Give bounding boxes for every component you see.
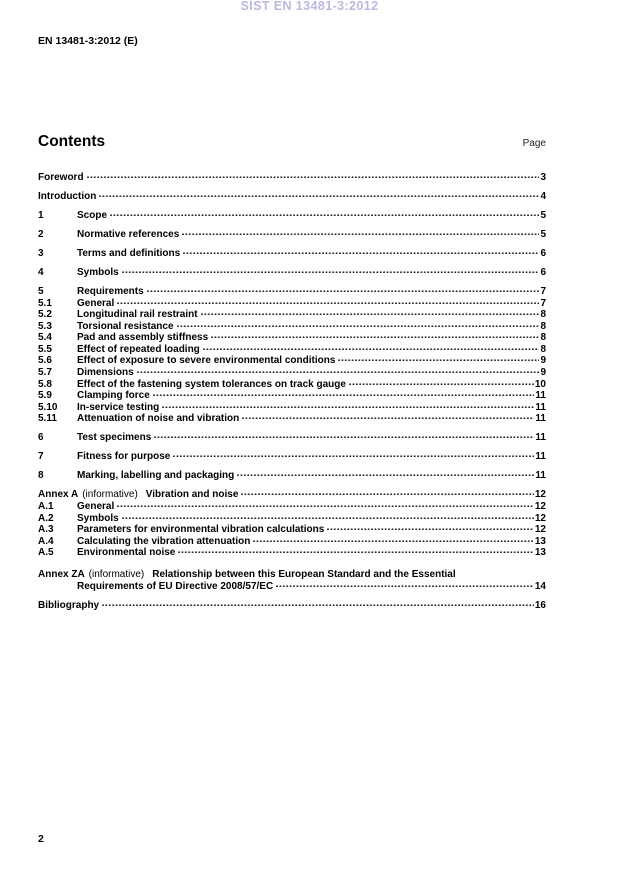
toc-entry-title: Torsional resistance bbox=[77, 320, 174, 332]
toc-entry-number: A.5 bbox=[38, 547, 54, 559]
toc-entry-page: 13 bbox=[534, 547, 546, 559]
dot-leader bbox=[253, 536, 534, 544]
document-reference: EN 13481-3:2012 (E) bbox=[38, 35, 138, 47]
toc-entry-line bbox=[38, 432, 546, 444]
toc-entry bbox=[38, 600, 546, 612]
toc-entry bbox=[38, 379, 546, 391]
toc-entry-number: 5.6 bbox=[38, 355, 52, 367]
page-column-label: Page bbox=[522, 138, 546, 149]
toc-entry-line bbox=[38, 413, 546, 425]
toc-entry-line bbox=[38, 248, 546, 260]
toc-entry-page: 12 bbox=[534, 489, 546, 501]
dot-leader bbox=[117, 298, 539, 306]
toc-entry-page: 11 bbox=[535, 432, 546, 444]
toc-entry-line bbox=[38, 501, 546, 513]
toc-entry-page: 8 bbox=[540, 320, 546, 332]
toc-entry bbox=[38, 402, 546, 414]
toc-entry-number: 5.3 bbox=[38, 320, 52, 332]
toc-entry-page: 8 bbox=[540, 332, 546, 344]
toc-entry-page: 11 bbox=[535, 401, 546, 413]
toc-entry-line bbox=[38, 390, 546, 402]
toc-entry-page: 12 bbox=[534, 500, 546, 512]
toc-entry-title: Fitness for purpose bbox=[77, 451, 171, 463]
toc-entry-line bbox=[38, 451, 546, 463]
toc-entry-page: 10 bbox=[534, 378, 546, 390]
toc-entry-line bbox=[38, 332, 546, 344]
toc-entry bbox=[38, 286, 546, 298]
contents-header bbox=[38, 133, 546, 151]
toc-entry-page: 8 bbox=[540, 343, 546, 355]
toc-entry-line bbox=[38, 286, 546, 298]
toc-entry bbox=[38, 569, 546, 592]
toc-entry-title: Marking, labelling and packaging bbox=[77, 470, 235, 482]
dot-leader bbox=[110, 210, 539, 218]
dot-leader bbox=[102, 600, 534, 608]
toc-entry-line bbox=[38, 344, 546, 356]
toc-entry-line bbox=[38, 470, 546, 482]
toc-entry-line bbox=[38, 355, 546, 367]
toc-entry bbox=[38, 432, 546, 444]
toc-entry-number: 5.11 bbox=[38, 413, 57, 425]
toc-entry-title: Attenuation of noise and vibration bbox=[77, 413, 240, 425]
toc-entry-title: Vibration and noise bbox=[145, 489, 239, 501]
dot-leader bbox=[177, 321, 540, 329]
dot-leader bbox=[338, 355, 539, 363]
toc-entry-line bbox=[38, 513, 546, 525]
toc-entry-number: A.1 bbox=[38, 500, 54, 512]
toc-entry-title: Symbols bbox=[77, 512, 119, 524]
table-of-contents bbox=[38, 172, 546, 611]
footer-page-number: 2 bbox=[38, 833, 44, 845]
toc-entry-number: A.2 bbox=[38, 512, 54, 524]
toc-entry-line bbox=[38, 489, 546, 501]
dot-leader bbox=[211, 332, 539, 340]
toc-entry-page: 13 bbox=[534, 535, 546, 547]
toc-entry-number: 2 bbox=[38, 228, 44, 240]
toc-entry-number: 5 bbox=[38, 285, 44, 297]
toc-entry-line-continued bbox=[38, 581, 546, 593]
toc-entry bbox=[38, 229, 546, 241]
dot-leader bbox=[183, 248, 539, 256]
toc-entry bbox=[38, 298, 546, 310]
toc-entry-number: 5.7 bbox=[38, 367, 52, 379]
toc-entry-title: Normative references bbox=[77, 228, 180, 240]
toc-entry bbox=[38, 191, 546, 203]
contents-title: Contents bbox=[38, 133, 106, 150]
toc-entry-number: 5.4 bbox=[38, 332, 52, 344]
toc-entry-page: 12 bbox=[534, 524, 546, 536]
dot-leader bbox=[276, 581, 534, 589]
toc-entry-page: 7 bbox=[540, 297, 546, 309]
toc-entry bbox=[38, 321, 546, 333]
toc-entry-number: Annex ZA bbox=[38, 568, 85, 580]
toc-entry-title: General bbox=[77, 297, 115, 309]
toc-entry-title: Pad and assembly stiffness bbox=[77, 332, 209, 344]
toc-entry bbox=[38, 513, 546, 525]
toc-entry-page: 11 bbox=[535, 390, 546, 402]
toc-entry-number: 5.8 bbox=[38, 378, 52, 390]
toc-entry-page: 14 bbox=[534, 580, 546, 592]
toc-entry-page: 11 bbox=[535, 470, 546, 482]
dot-leader bbox=[162, 402, 534, 410]
toc-entry-title: Effect of the fastening system tolerances on track gauge bbox=[77, 378, 346, 390]
toc-entry-number: 5.5 bbox=[38, 343, 52, 355]
toc-entry-line bbox=[38, 321, 546, 333]
toc-entry-line bbox=[38, 309, 546, 321]
dot-leader bbox=[173, 451, 534, 459]
toc-entry bbox=[38, 210, 546, 222]
toc-entry bbox=[38, 267, 546, 279]
toc-entry-title: In-service testing bbox=[77, 401, 160, 413]
toc-entry-line bbox=[38, 191, 546, 203]
toc-entry-title: Environmental noise bbox=[77, 547, 176, 559]
toc-entry bbox=[38, 536, 546, 548]
toc-entry-number: 8 bbox=[38, 470, 44, 482]
dot-leader bbox=[117, 501, 534, 509]
toc-entry-page: 4 bbox=[540, 190, 546, 202]
toc-entry-page: 5 bbox=[540, 228, 546, 240]
toc-entry-title-continued: Requirements of EU Directive 2008/57/EC bbox=[77, 580, 274, 592]
toc-entry-page: 9 bbox=[540, 355, 546, 367]
dot-leader bbox=[203, 344, 540, 352]
toc-entry-number: 4 bbox=[38, 266, 44, 278]
dot-leader bbox=[242, 413, 534, 421]
toc-entry bbox=[38, 390, 546, 402]
toc-entry bbox=[38, 172, 546, 184]
toc-entry-page: 6 bbox=[540, 247, 546, 259]
toc-entry-number: 6 bbox=[38, 432, 44, 444]
toc-entry-line bbox=[38, 172, 546, 184]
toc-entry-number: 5.10 bbox=[38, 401, 58, 413]
dot-leader bbox=[147, 286, 540, 294]
toc-entry-page: 5 bbox=[540, 209, 546, 221]
toc-entry bbox=[38, 344, 546, 356]
toc-entry-title: Requirements bbox=[77, 285, 144, 297]
watermark-header: SIST EN 13481-3:2012 bbox=[240, 0, 379, 13]
toc-entry bbox=[38, 309, 546, 321]
toc-entry-title: Effect of repeated loading bbox=[77, 343, 200, 355]
dot-leader bbox=[137, 367, 540, 375]
toc-entry-line bbox=[38, 600, 546, 612]
toc-entry-number: 5.9 bbox=[38, 390, 52, 402]
toc-entry-title: Scope bbox=[77, 209, 108, 221]
toc-entry-page: 12 bbox=[534, 512, 546, 524]
toc-entry-page: 9 bbox=[540, 367, 546, 379]
toc-entry-title: Foreword bbox=[38, 172, 84, 183]
toc-entry-title: Effect of exposure to severe environmental conditions bbox=[77, 355, 336, 367]
dot-leader bbox=[122, 267, 540, 275]
toc-entry-line bbox=[38, 210, 546, 222]
dot-leader bbox=[154, 432, 534, 440]
toc-entry-qualifier: (informative) bbox=[88, 568, 145, 580]
dot-leader bbox=[99, 191, 539, 199]
toc-entry-page: 11 bbox=[535, 413, 546, 425]
toc-entry-line bbox=[38, 402, 546, 414]
toc-entry bbox=[38, 489, 546, 501]
toc-entry bbox=[38, 524, 546, 536]
dot-leader bbox=[178, 547, 534, 555]
toc-entry-title: Introduction bbox=[38, 190, 97, 202]
dot-leader bbox=[122, 513, 534, 521]
toc-entry-title: Terms and definitions bbox=[77, 247, 181, 259]
toc-entry-number: Annex A bbox=[38, 489, 79, 501]
toc-entry-number: 5.2 bbox=[38, 309, 52, 321]
dot-leader bbox=[87, 172, 540, 180]
toc-entry-number: 3 bbox=[38, 247, 44, 259]
toc-entry-title: Test specimens bbox=[77, 432, 152, 444]
toc-entry-page: 16 bbox=[534, 599, 546, 611]
toc-entry bbox=[38, 451, 546, 463]
toc-entry-page: 6 bbox=[540, 266, 546, 278]
toc-entry-number: 7 bbox=[38, 451, 44, 463]
toc-entry-number: A.3 bbox=[38, 524, 54, 536]
toc-entry-title: Clamping force bbox=[77, 390, 150, 402]
toc-entry-title: General bbox=[77, 500, 115, 512]
toc-entry-line bbox=[38, 569, 546, 581]
toc-entry bbox=[38, 355, 546, 367]
toc-entry bbox=[38, 501, 546, 513]
toc-entry bbox=[38, 248, 546, 260]
toc-entry-number: 1 bbox=[38, 209, 44, 221]
toc-entry-line bbox=[38, 367, 546, 379]
toc-entry-page: 8 bbox=[540, 309, 546, 321]
toc-entry-line bbox=[38, 379, 546, 391]
toc-entry-title: Longitudinal rail restraint bbox=[77, 309, 198, 321]
dot-leader bbox=[153, 390, 535, 398]
toc-entry-page: 3 bbox=[540, 172, 546, 183]
toc-entry-line bbox=[38, 536, 546, 548]
toc-entry-title: Dimensions bbox=[77, 367, 134, 379]
toc-entry bbox=[38, 367, 546, 379]
toc-entry-title: Symbols bbox=[77, 266, 119, 278]
toc-entry bbox=[38, 547, 546, 559]
dot-leader bbox=[241, 489, 533, 497]
dot-leader bbox=[237, 470, 534, 478]
toc-entry-line bbox=[38, 267, 546, 279]
toc-entry bbox=[38, 413, 546, 425]
toc-entry-title: Parameters for environmental vibration calculations bbox=[77, 524, 325, 536]
toc-entry-number: 5.1 bbox=[38, 297, 52, 309]
toc-entry bbox=[38, 470, 546, 482]
toc-entry-title: Bibliography bbox=[38, 599, 100, 611]
dot-leader bbox=[201, 309, 540, 317]
toc-entry-title: Relationship between this European Standard and the Essential bbox=[152, 568, 456, 580]
dot-leader bbox=[349, 379, 534, 387]
toc-entry-line bbox=[38, 547, 546, 559]
toc-entry-number: A.4 bbox=[38, 535, 54, 547]
toc-entry-qualifier: (informative) bbox=[82, 489, 138, 501]
toc-entry-title: Calculating the vibration attenuation bbox=[77, 535, 251, 547]
dot-leader bbox=[327, 524, 534, 532]
toc-entry-page: 7 bbox=[540, 285, 546, 297]
toc-entry bbox=[38, 332, 546, 344]
dot-leader bbox=[182, 229, 539, 237]
toc-entry-line bbox=[38, 229, 546, 241]
toc-entry-line bbox=[38, 524, 546, 536]
toc-entry-line bbox=[38, 298, 546, 310]
toc-entry-page: 11 bbox=[535, 451, 546, 463]
